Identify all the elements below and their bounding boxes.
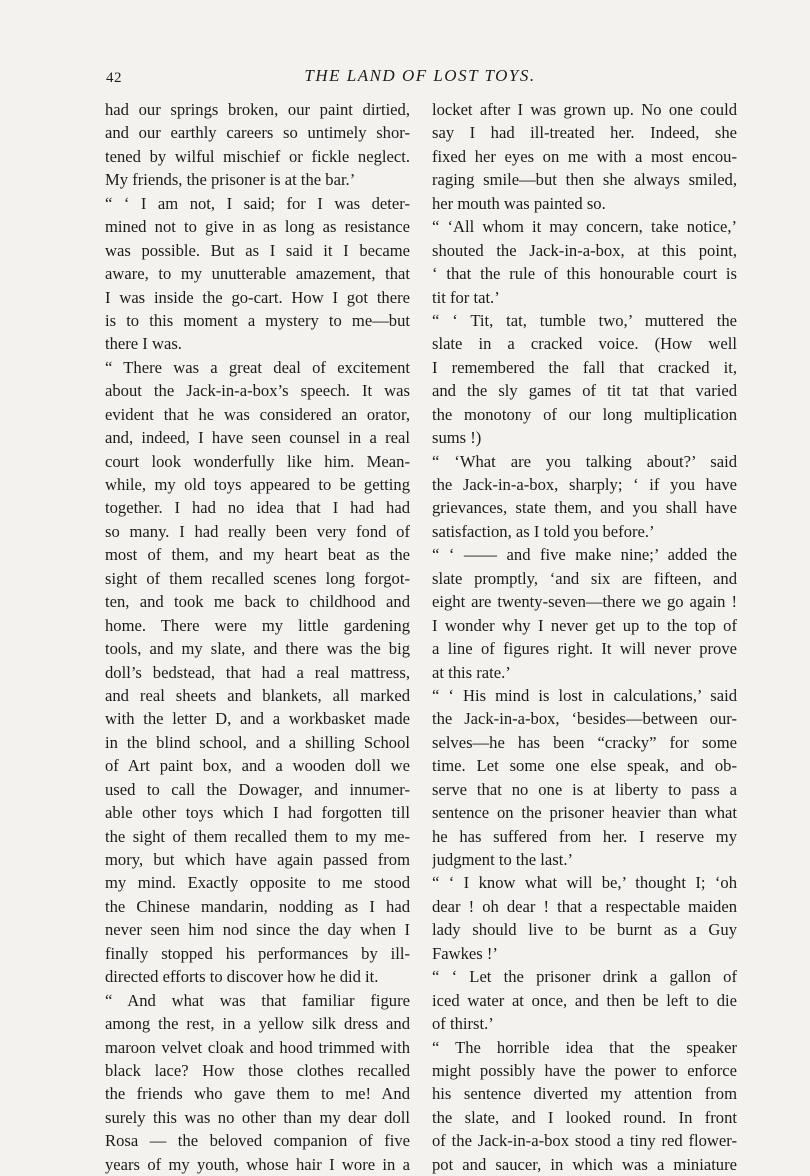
- text-line: a line of figures right. It will never prove: [432, 639, 737, 659]
- text-line: so many. I had really been very fond of: [105, 521, 410, 541]
- text-line: never seen him nod since the day when I: [105, 920, 410, 940]
- text-line: tools, and my slate, and there was the big: [105, 639, 410, 659]
- text-line: lady should live to be burnt as a Guy: [432, 920, 737, 940]
- text-line: the slate, and I looked round. In front: [432, 1107, 737, 1127]
- text-line: was possible. But as I said it I became: [105, 240, 410, 260]
- text-line: Rosa — the beloved companion of five: [105, 1131, 410, 1151]
- left-column: [105, 98, 410, 1176]
- text-line: his sentence diverted my attention from: [432, 1084, 737, 1104]
- running-title: THE LAND OF LOST TOYS.: [304, 66, 536, 85]
- text-line: mory, but which have again passed from: [105, 850, 410, 869]
- text-line: “ And what was that familiar figure: [105, 990, 410, 1010]
- text-line: home. There were my little gardening: [105, 615, 410, 635]
- text-line: “ ‘What are you talking about?’ said: [432, 451, 737, 471]
- text-line: he has suffered from her. I reserve my: [432, 826, 737, 846]
- text-line: sight of them recalled scenes long forgot-: [105, 568, 410, 588]
- text-line: slate promptly, ‘and six are fifteen, and: [432, 568, 737, 588]
- text-line: “ The horrible idea that the speaker: [432, 1037, 737, 1057]
- text-line: ten, and took me back to childhood and: [105, 592, 410, 612]
- text-line: doll’s bedstead, that had a real mattress,: [105, 662, 410, 682]
- text-line: years of my youth, whose hair I wore in a: [105, 1154, 410, 1174]
- text-line: in the blind school, and a shilling School: [105, 732, 410, 752]
- text-line: court look wonderfully like him. Mean-: [105, 451, 410, 471]
- text-line: time. Let some one else speak, and ob-: [432, 756, 737, 776]
- text-line: is to this moment a mystery to me—but: [105, 310, 410, 330]
- text-line: might possibly have the power to enforce: [432, 1060, 737, 1080]
- text-line: evident that he was considered an orator,: [105, 404, 410, 424]
- text-line: used to call the Dowager, and innumer-: [105, 779, 410, 799]
- text-line: the Chinese mandarin, nodding as I had: [105, 896, 410, 916]
- text-line: had our springs broken, our paint dirtied,: [105, 100, 410, 119]
- text-line: of the Jack-in-a-box stood a tiny red flower-: [432, 1131, 737, 1151]
- page-number: 42: [106, 70, 122, 86]
- text-line: about the Jack-in-a-box’s speech. It was: [105, 381, 410, 401]
- text-line: “ There was a great deal of excitement: [105, 357, 410, 377]
- text-line: serve that no one is at liberty to pass a: [432, 779, 737, 799]
- text-line: at this rate.’: [432, 662, 511, 682]
- text-line: raging smile—but then she always smiled,: [432, 170, 737, 190]
- text-line: “ ‘ —— and five make nine;’ added the: [432, 545, 737, 565]
- text-line: the sight of them recalled them to my me-: [105, 826, 410, 846]
- text-line: and our earthly careers so untimely shor-: [105, 123, 410, 143]
- text-line: finally stopped his performances by ill-: [105, 943, 410, 963]
- text-line: sentence on the prisoner heavier than what: [432, 803, 737, 823]
- text-line: of Art paint box, and a wooden doll we: [105, 756, 410, 776]
- text-line: the friends who gave them to me! And: [105, 1084, 410, 1104]
- text-line: eight are twenty-seven—there we go again !: [432, 592, 737, 612]
- text-line: “ ‘ His mind is lost in calculations,’ said: [432, 685, 737, 705]
- right-column: [432, 98, 737, 1176]
- text-line: “ ‘ I am not, I said; for I was deter-: [105, 193, 410, 213]
- text-line: iced water at once, and then be left to die: [432, 990, 737, 1010]
- text-line: dear ! oh dear ! that a respectable maiden: [432, 896, 737, 916]
- text-line: locket after I was grown up. No one could: [432, 100, 737, 119]
- text-line: “ ‘ Let the prisoner drink a gallon of: [432, 967, 737, 987]
- text-line: “ ‘All whom it may concern, take notice,’: [432, 217, 737, 237]
- text-line: my mind. Exactly opposite to me stood: [105, 873, 410, 893]
- text-line: directed efforts to discover how he did it.: [105, 967, 379, 987]
- text-line: mined not to give in as long as resistance: [105, 217, 410, 237]
- text-line: able other toys which I had forgotten till: [105, 803, 410, 823]
- text-line: selves—he has been “cracky” for some: [432, 732, 737, 752]
- text-line: the monotony of our long multiplication: [432, 404, 737, 424]
- text-line: say I had ill-treated her. Indeed, she: [432, 123, 737, 143]
- text-line: among the rest, in a yellow silk dress and: [105, 1014, 410, 1034]
- text-line: grievances, state them, and you shall have: [432, 498, 737, 518]
- text-line: shouted the Jack-in-a-box, at this point,: [432, 240, 737, 260]
- text-line: of thirst.’: [432, 1014, 494, 1034]
- text-line: satisfaction, as I told you before.’: [432, 521, 655, 541]
- text-line: I was inside the go-cart. How I got there: [105, 287, 410, 307]
- text-line: and, indeed, I have seen counsel in a real: [105, 428, 410, 448]
- text-line: tened by wilful mischief or fickle neglect.: [105, 146, 410, 166]
- text-line: surely this was no other than my dear doll: [105, 1107, 410, 1127]
- text-line: “ ‘ Tit, tat, tumble two,’ muttered the: [432, 310, 737, 330]
- text-line: together. I had no idea that I had had: [105, 498, 410, 518]
- text-line: I remembered the fall that cracked it,: [432, 357, 737, 377]
- text-line: there I was.: [105, 334, 182, 354]
- text-line: tit for tat.’: [432, 287, 500, 307]
- text-line: sums !): [432, 428, 482, 448]
- text-line: ‘ that the rule of this honourable court is: [432, 264, 737, 284]
- text-line: “ ‘ I know what will be,’ thought I; ‘oh: [432, 873, 737, 893]
- text-line: black lace? How those clothes recalled: [105, 1060, 410, 1080]
- text-line: and the sly games of tit tat that varied: [432, 381, 737, 401]
- text-line: fixed her eyes on me with a most encou-: [432, 146, 737, 166]
- text-line: the Jack-in-a-box, sharply; ‘ if you have: [432, 475, 737, 494]
- text-line: slate in a cracked voice. (How well: [432, 334, 737, 354]
- text-line: maroon velvet cloak and hood trimmed with: [105, 1037, 410, 1057]
- text-line: pot and saucer, in which was a miniature: [432, 1154, 737, 1174]
- text-line: Fawkes !’: [432, 943, 498, 963]
- text-line: while, my old toys appeared to be getting: [105, 475, 410, 494]
- text-line: most of them, and my heart beat as the: [105, 545, 410, 565]
- text-line: the Jack-in-a-box, ‘besides—between our-: [432, 709, 737, 729]
- text-line: with the letter D, and a workbasket made: [105, 709, 410, 729]
- text-line: My friends, the prisoner is at the bar.’: [105, 170, 356, 190]
- text-line: aware, to my unutterable amazement, that: [105, 264, 410, 284]
- text-line: her mouth was painted so.: [432, 193, 606, 213]
- text-line: judgment to the last.’: [432, 850, 574, 869]
- text-line: and real sheets and blankets, all marked: [105, 685, 410, 705]
- text-line: I wonder why I never get up to the top of: [432, 615, 737, 635]
